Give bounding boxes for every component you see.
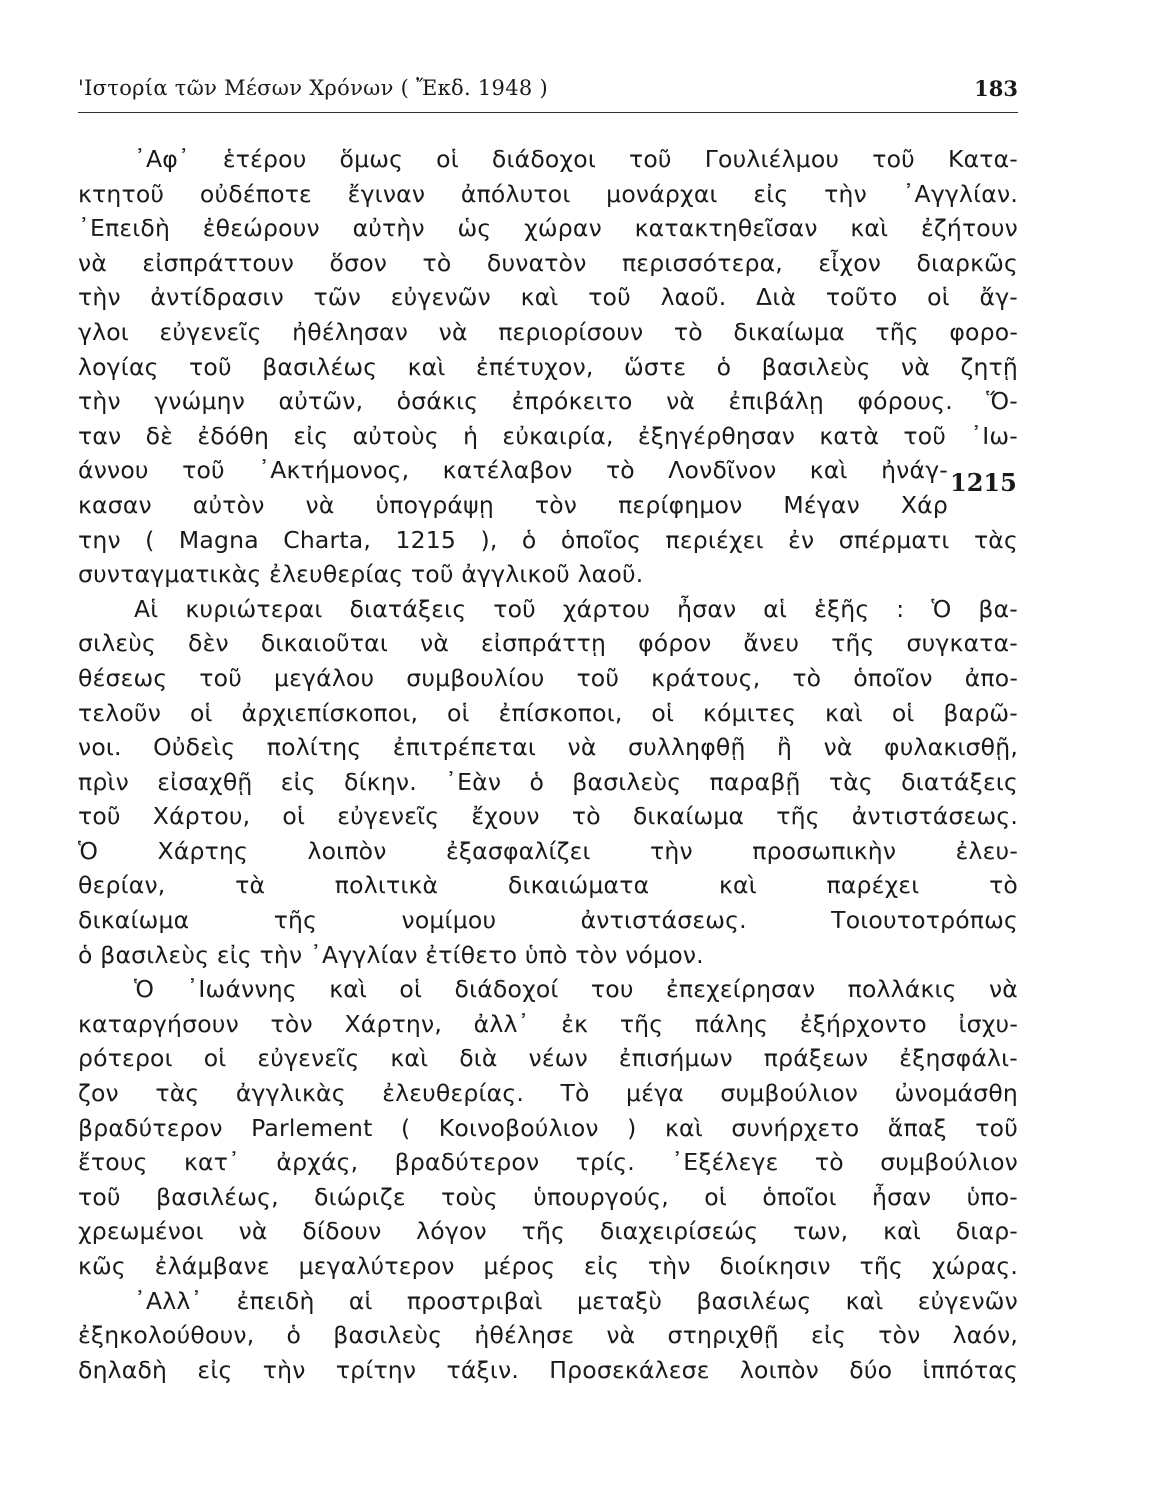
text-line: κῶς ἐλάμβανε μεγαλύτερον μέρος εἰς τὴν διοίκησιν τῆς χώρας. [78, 1252, 1018, 1280]
text-line: δικαίωμα τῆς νομίμου ἀντιστάσεως. Τοιουτοτρόπως [78, 906, 1018, 935]
text-line: ταν δὲ ἐδόθη εἰς αὐτοὺς ἡ εὐκαιρία, ἐξηγέρθησαν κατὰ τοῦ ᾿Ιω- [78, 421, 1018, 450]
page-number: 183 [974, 76, 1018, 101]
text-line: κτητοῦ οὐδέποτε ἔγιναν ἀπόλυτοι μονάρχαι εἰς τὴν ᾿Αγγλίαν. [78, 179, 1018, 208]
header-rule [78, 112, 1018, 113]
running-title: 'Ιστορία τῶν Μέσων Χρόνων ( Ἔκδ. 1948 ) [78, 76, 549, 100]
text-line: άννου τοῦ ᾿Ακτήμονος, κατέλαβον τὸ Λονδῖνον καὶ ἠνάγ- [78, 456, 948, 485]
text-line: ζον τὰς ἀγγλικὰς ἐλευθερίας. Τὸ μέγα συμβούλιον ὠνομάσθη [78, 1079, 1018, 1108]
text-line: ἐξηκολούθουν, ὁ βασιλεὺς ἠθέλησε νὰ στηριχθῇ εἰς τὸν λαόν, [78, 1321, 1018, 1350]
text-line: ᾿Επειδὴ ἐθεώρουν αὐτὴν ὡς χώραν κατακτηθεῖσαν καὶ ἐζήτουν [78, 214, 1018, 243]
text-line: καταργήσουν τὸν Χάρτην, ἀλλ᾿ ἐκ τῆς πάλης ἐξήρχοντο ἰσχυ- [78, 1009, 1018, 1038]
text-line: σιλεὺς δὲν δικαιοῦται νὰ εἰσπράττῃ φόρον ἄνευ τῆς συγκατα- [78, 629, 1018, 658]
text-line: την ( Magna Charta, 1215 ), ὁ ὁποῖος περιέχει ἐν σπέρματι τὰς [78, 525, 1018, 554]
text-line: πρὶν εἰσαχθῇ εἰς δίκην. ᾿Εὰν ὁ βασιλεὺς παραβῇ τὰς διατάξεις [78, 767, 1018, 796]
text-line: συνταγματικὰς ἐλευθερίας τοῦ ἀγγλικοῦ λαοῦ. [78, 560, 644, 589]
text-line: δηλαδὴ εἰς τὴν τρίτην τάξιν. Προσεκάλεσε λοιπὸν δύο ἱππότας [78, 1355, 1018, 1384]
text-line: Αἱ κυριώτεραι διατάξεις τοῦ χάρτου ἦσαν αἱ ἑξῆς : Ὁ βα- [134, 594, 1018, 623]
text-line: τοῦ βασιλέως, διώριζε τοὺς ὑπουργούς, οἱ ὁποῖοι ἦσαν ὑπο- [78, 1182, 1018, 1211]
text-line: ὁ βασιλεὺς εἰς τὴν ᾿Αγγλίαν ἐτίθετο ὑπὸ τὸν νόμον. [78, 940, 704, 969]
text-line: τὴν ἀντίδρασιν τῶν εὐγενῶν καὶ τοῦ λαοῦ. Διὰ τοῦτο οἱ ἄγ- [78, 283, 1018, 312]
text-line: ρότεροι οἱ εὐγενεῖς καὶ διὰ νέων ἐπισήμων πράξεων ἐξησφάλι- [78, 1044, 1018, 1073]
text-line: Ὁ Χάρτης λοιπὸν ἐξασφαλίζει τὴν προσωπικὴν ἐλευ- [78, 836, 1018, 865]
text-line: γλοι εὐγενεῖς ἠθέλησαν νὰ περιορίσουν τὸ δικαίωμα τῆς φορο- [78, 317, 1018, 346]
text-line: λογίας τοῦ βασιλέως καὶ ἐπέτυχον, ὥστε ὁ βασιλεὺς νὰ ζητῇ [78, 352, 1018, 381]
text-line: νὰ εἰσπράττουν ὅσον τὸ δυνατὸν περισσότερα, εἶχον διαρκῶς [78, 248, 1018, 277]
running-header [78, 72, 1018, 106]
text-line: ᾿Αλλ᾿ ἐπειδὴ αἱ προστριβαὶ μεταξὺ βασιλέως καὶ εὐγενῶν [134, 1286, 1018, 1315]
text-line: βραδύτερον Parlement ( Κοινοβούλιον ) καὶ συνήρχετο ἅπαξ τοῦ [78, 1113, 1018, 1142]
text-line: χρεωμένοι νὰ δίδουν λόγον τῆς διαχειρίσεώς των, καὶ διαρ- [78, 1217, 1018, 1246]
text-line: τελοῦν οἱ ἀρχιεπίσκοποι, οἱ ἐπίσκοποι, οἱ κόμιτες καὶ οἱ βαρῶ- [78, 698, 1018, 727]
text-line: τὴν γνώμην αὐτῶν, ὁσάκις ἐπρόκειτο νὰ ἐπιβάλῃ φόρους. Ὅ- [78, 387, 1018, 416]
margin-note-year: 1215 [950, 468, 1017, 497]
text-line: Ὁ ᾿Ιωάννης καὶ οἱ διάδοχοί του ἐπεχείρησαν πολλάκις νὰ [134, 975, 1018, 1004]
text-line: κασαν αὐτὸν νὰ ὑπογράψῃ τὸν περίφημον Μέγαν Χάρ [78, 490, 948, 519]
body-text [78, 142, 1018, 1387]
text-line: θερίαν, τὰ πολιτικὰ δικαιώματα καὶ παρέχει τὸ [78, 871, 1018, 900]
text-line: ᾿Αφ᾿ ἑτέρου ὅμως οἱ διάδοχοι τοῦ Γουλιέλμου τοῦ Κατα- [134, 145, 1018, 173]
text-line: τοῦ Χάρτου, οἱ εὐγενεῖς ἔχουν τὸ δικαίωμα τῆς ἀντιστάσεως. [78, 802, 1018, 831]
text-line: νοι. Οὐδεὶς πολίτης ἐπιτρέπεται νὰ συλληφθῇ ἢ νὰ φυλακισθῇ, [78, 733, 1018, 762]
text-line: θέσεως τοῦ μεγάλου συμβουλίου τοῦ κράτους, τὸ ὁποῖον ἀπο- [78, 663, 1018, 692]
text-line: ἔτους κατ᾿ ἀρχάς, βραδύτερον τρίς. ᾿Εξέλεγε τὸ συμβούλιον [78, 1148, 1018, 1177]
